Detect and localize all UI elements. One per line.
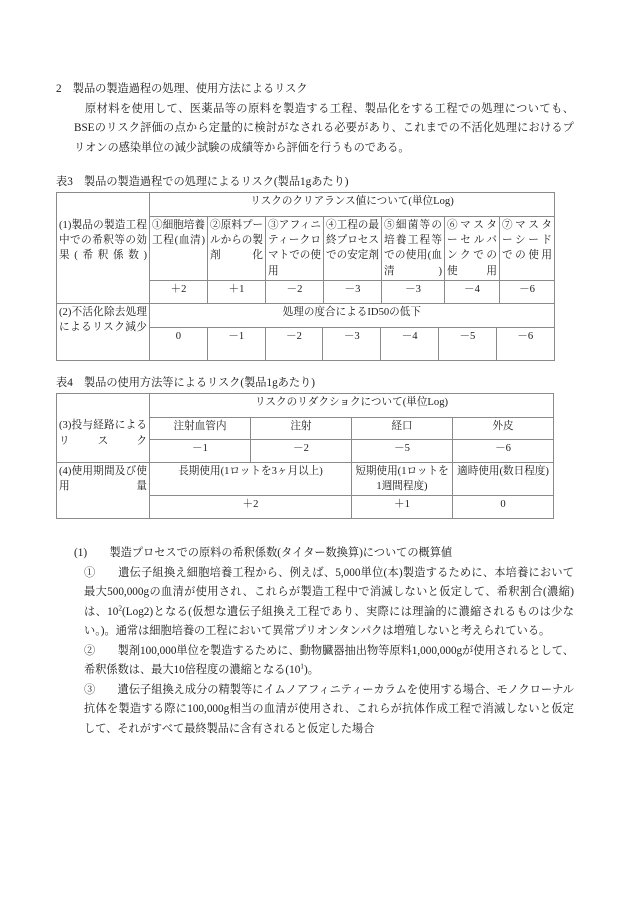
table3-row2-value-5: －4 (381, 327, 439, 360)
table4-row4-value-1: ＋2 (150, 496, 352, 519)
table4-row4-col-2: 短期使用(1ロットを1週間程度) (352, 462, 453, 495)
table-row (57, 417, 554, 439)
table3-row2-value-7: －6 (496, 327, 554, 360)
table4 (56, 393, 554, 519)
table3-lower (56, 303, 555, 361)
list-item-marker: ② (84, 644, 96, 657)
section-2 (56, 80, 574, 158)
table3-caption: 表3 製品の製造過程での処理によるリスク(製品1gあたり) (56, 176, 349, 188)
table4-row4-value-2: ＋1 (352, 496, 453, 519)
table-row (57, 217, 555, 281)
section-heading (56, 80, 574, 100)
table4-caption: 表4 製品の使用方法等によるリスク(製品1gあたり) (56, 376, 315, 389)
table3-row1-value-4: －3 (324, 280, 382, 303)
list-item-text: 製剤100,000単位を製造するために、動物臓器抽出物等原料1,000,000gが使用されるとして、希釈係数は、最大10倍程度の濃縮となる(10 (84, 644, 574, 677)
table4-row3-value-1: －1 (150, 439, 251, 462)
section-body: 原材料を使用して、医薬品等の原料を製造する工程、製品化をする工程での処理についても、BSEのリスク評価の点から定量的に検討がなされる必要があり、これまでの不活化処理におけるプリオンの感染単位の減少試験の成績等から評価を行うものである。 (74, 102, 574, 154)
numbered-list (56, 544, 574, 739)
table4-row3-col-3: 経口 (352, 417, 453, 439)
list-item-superscript: 1 (300, 661, 304, 671)
table4-row3-value-3: －5 (352, 439, 453, 462)
list-heading-marker: (1) (74, 547, 88, 560)
table3-row1-value-1: ＋2 (150, 280, 208, 303)
table3-row1-value-6: －4 (445, 280, 500, 303)
table3-col-3: ③アフィニティークロマトでの使用 (266, 217, 324, 281)
table4-row3-col-2: 注射 (251, 417, 352, 439)
list-heading (56, 544, 574, 564)
table-row (57, 393, 554, 417)
table4-row4-col-3: 適時使用(数日程度) (453, 462, 554, 495)
table3-row2-value-6: －5 (438, 327, 496, 360)
table3-row2-band: 処理の度合によるID50の低下 (150, 303, 555, 327)
table3-row2-value-1: 0 (150, 327, 208, 360)
list-item-marker: ① (84, 566, 96, 579)
table4-row3-label: (3)投与経路によるリスク (57, 417, 150, 462)
table4-row4-col-1: 長期使用(1ロットを3ヶ月以上) (150, 462, 352, 495)
list-item-text: 遺伝子組換え細胞培養工程から、例えば、5,000単位(本)製造するために、本培養において最大500,000gの血清が使用され、これらが製造工程中で消滅しないと仮定して、希釈割合(濃縮)は、10 (84, 566, 574, 618)
table3-row1-value-5: －3 (382, 280, 445, 303)
table3-row1-label: (1)製品の製造工程中での希釈等の効果(希釈係数) (57, 217, 150, 304)
table-row (57, 193, 555, 217)
list-item-text-cont: (Log2)となる(仮想な遺伝子組換え工程であり、実際には理論的に濃縮されるものは少ない。)。通常は細胞培養の工程において異常プリオンタンパクは増殖しないと考えられている。 (84, 605, 574, 638)
table3-corner-cell (57, 193, 150, 217)
list-item-text: 遺伝子組換え成分の精製等にイムノアフィニティーカラムを使用する場合、モノクローナル抗体を製造する際に100,000g相当の血清が使用され、これらが抗体作成工程で消滅しないと仮定して、それがすべて最終製品に含有されると仮定した場合 (84, 683, 574, 735)
list-item (56, 564, 574, 642)
section-number: 2 (56, 83, 62, 95)
list-item-superscript: 2 (118, 602, 123, 612)
table3-col-7: ⑦マスターシードでの使用 (500, 217, 555, 281)
list-heading-text: 製造プロセスでの原料の希釈係数(タイター数換算)についての概算値 (109, 547, 453, 560)
table4-row3-value-4: －6 (453, 439, 554, 462)
table3-band-header: リスクのクリアランス値について(単位Log) (150, 193, 555, 217)
spacer (56, 519, 574, 544)
table4-row3-value-2: －2 (251, 439, 352, 462)
table3-row2-value-2: －1 (207, 327, 265, 360)
table3-col-5: ⑤細菌等の培養工程等での使用(血清) (382, 217, 445, 281)
table4-row4-label: (4)使用期間及び使用量 (57, 462, 150, 518)
table3-row2-label: (2)不活化除去処理によるリスク減少 (57, 303, 150, 360)
table4-row4-value-3: 0 (453, 496, 554, 519)
table3-row1-value-2: ＋1 (208, 280, 266, 303)
table3-row1-value-3: －2 (266, 280, 324, 303)
table4-row3-col-4: 外皮 (453, 417, 554, 439)
table3-row2-value-3: －2 (265, 327, 323, 360)
section-heading-text: 製品の製造過程の処理、使用方法によるリスク (72, 83, 308, 95)
table4-band-header: リスクのリダクショクについて(単位Log) (150, 393, 554, 417)
list-item-marker: ③ (84, 683, 96, 696)
table3-row2-value-4: －3 (323, 327, 381, 360)
list-item (56, 642, 574, 681)
table-row (57, 303, 555, 327)
table4-corner-cell (57, 393, 150, 417)
table3 (56, 192, 555, 304)
table3-col-4: ④工程の最終プロセスでの安定剤 (324, 217, 382, 281)
list-item (56, 681, 574, 740)
table3-col-2: ②原料プールからの製剤化 (208, 217, 266, 281)
spacer (56, 158, 574, 174)
table4-row3-col-1: 注射血管内 (150, 417, 251, 439)
table3-col-1: ①細胞培養工程(血清) (150, 217, 208, 281)
list-item-text-cont: )。 (304, 664, 319, 677)
spacer (56, 361, 574, 375)
table3-col-6: ⑥マスターセルバンクでの使用 (445, 217, 500, 281)
table3-row1-value-7: －6 (500, 280, 555, 303)
table-row (57, 462, 554, 495)
